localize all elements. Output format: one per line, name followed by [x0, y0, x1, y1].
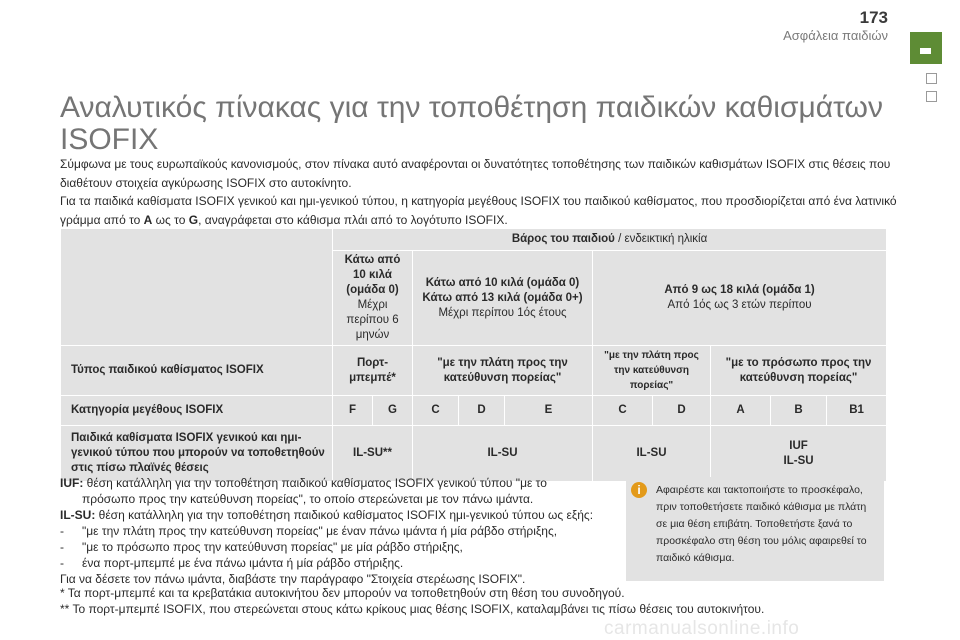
row-label-seats: Παιδικά καθίσματα ISOFIX γενικού και ημι-γενικού τύπου που μπορούν να τοποθετηθούν στις πίσω πλαϊνές θέσεις	[61, 426, 333, 482]
type-forward-facing: "με το πρόσωπο προς την κατεύθυνση πορείας"	[711, 346, 887, 396]
size-cell: F	[333, 396, 373, 426]
info-box	[626, 477, 884, 581]
row-label-type: Τύπος παιδικού καθίσματος ISOFIX	[61, 346, 333, 396]
blank-cell	[61, 229, 333, 346]
weight-header	[333, 229, 887, 251]
note-dash-item: - "με την πλάτη προς την κατεύθυνση πορείας" με έναν πάνω ιμάντα ή μία ράβδο στήριξης,	[60, 524, 558, 538]
seat-group-1-front	[711, 426, 887, 482]
seat-group-1-rear: IL-SU	[593, 426, 711, 482]
size-cell: E	[505, 396, 593, 426]
group-0-age: Μέχρι περίπου 6 μηνών	[346, 299, 399, 341]
page-title: Αναλυτικός πίνακας για την τοποθέτηση παιδικών καθισμάτων ISOFIX	[60, 91, 883, 156]
size-cell: C	[593, 396, 653, 426]
notes	[60, 475, 620, 587]
size-letter-a: A	[143, 212, 153, 227]
dash-item-text: "με το πρόσωπο προς την κατεύθυνση πορείας" με μία ράβδο στήριξης,	[82, 540, 463, 554]
note-iuf	[60, 475, 620, 491]
note-iuf-text: θέση κατάλληλη για την τοποθέτηση παιδικού καθίσματος ISOFIX γενικού τύπου "με το	[83, 476, 547, 490]
dash-item-text: "με την πλάτη προς την κατεύθυνση πορείας" με έναν πάνω ιμάντα ή μία ράβδο στήριξης,	[82, 524, 558, 538]
size-cell: D	[653, 396, 711, 426]
size-cell: D	[459, 396, 505, 426]
group-0-weight: Κάτω από 10 κιλά (ομάδα 0)	[344, 254, 401, 296]
section-title: Ασφάλεια παιδιών	[783, 28, 888, 43]
size-letter-g: G	[188, 212, 199, 227]
dash-item-text: ένα πορτ-μπεμπέ με ένα πάνω ιμάντα ή μία ράβδο στήριξης.	[82, 556, 404, 570]
note-dash-item: - "με το πρόσωπο προς την κατεύθυνση πορείας" με μία ράβδο στήριξης,	[60, 540, 463, 554]
intro-text	[60, 155, 900, 229]
note-strap: Για να δέσετε τον πάνω ιμάντα, διαβάστε την παράγραφο "Στοιχεία στερέωσης ISOFIX".	[60, 572, 526, 586]
intro-text-part: Για τα παιδικά καθίσματα ISOFIX γενικού και ημι-γενικού τύπου, η κατηγορία μεγέθους ISOFIX του παιδικού καθίσματος, που προσδιορίζεται από ένα λατινικό γράμμα από το	[60, 194, 897, 227]
size-cell: B1	[827, 396, 887, 426]
seat-group-0: IL-SU**	[333, 426, 413, 482]
note-ilsu	[60, 507, 620, 523]
group-1-age: Από 1ός ως 3 ετών περίπου	[667, 299, 812, 311]
watermark: carmanualsonline.info	[604, 618, 800, 639]
group-0plus-age: Μέχρι περίπου 1ός έτους	[438, 306, 567, 319]
nav-square-1	[926, 73, 937, 84]
footnote-1: * Τα πορτ-μπεμπέ και τα κρεβατάκια αυτοκινήτου δεν μπορούν να τοποθετηθούν στη θέση του συνοδηγού.	[60, 586, 625, 600]
info-icon: i	[631, 482, 647, 498]
page-number: 173	[859, 8, 888, 27]
group-0plus-header	[413, 251, 593, 346]
size-cell: C	[413, 396, 459, 426]
note-iuf-cont: πρόσωπο προς την κατεύθυνση πορείας", το οποίο στερεώνεται με τον πάνω ιμάντα.	[82, 492, 534, 506]
group-0plus-weight-1: Κάτω από 10 κιλά (ομάδα 0)	[425, 276, 580, 289]
weight-header-bold: Βάρος του παιδιού	[511, 233, 615, 245]
note-dash-item: - ένα πορτ-μπεμπέ με ένα πάνω ιμάντα ή μία ράβδο στήριξης.	[60, 556, 404, 570]
size-cell: B	[771, 396, 827, 426]
section-marker	[910, 32, 942, 64]
group-1-weight: Από 9 ως 18 κιλά (ομάδα 1)	[664, 284, 815, 296]
type-rear-facing-group1: "με την πλάτη προς την κατεύθυνση πορείας"	[593, 346, 711, 396]
intro-text-part: , αναγράφεται στο κάθισμα πλάι από το λογότυπο ISOFIX.	[198, 212, 508, 227]
seat-group-0plus: IL-SU	[413, 426, 593, 482]
seat-iuf: IUF	[789, 439, 808, 452]
size-cell: G	[373, 396, 413, 426]
footnote-2: ** Το πορτ-μπεμπέ ISOFIX, που στερεώνεται στους κάτω κρίκους μιας θέσης ISOFIX, καταλαμβάνει τις πίσω θέσεις του αυτοκινήτου.	[60, 602, 765, 616]
footnotes	[60, 585, 900, 617]
row-label-size: Κατηγορία μεγέθους ISOFIX	[61, 396, 333, 426]
group-0plus-weight-2: Κάτω από 13 κιλά (ομάδα 0+)	[422, 291, 583, 304]
note-iuf-label: IUF:	[60, 476, 84, 490]
isofix-table	[60, 228, 887, 482]
nav-square-2	[926, 91, 937, 102]
note-ilsu-label: IL-SU:	[60, 508, 96, 522]
type-porte-bebe: Πορτ-μπεμπέ*	[333, 346, 413, 396]
type-rear-facing: "με την πλάτη προς την κατεύθυνση πορείας"	[413, 346, 593, 396]
intro-paragraph-2	[60, 192, 900, 229]
group-1-header	[593, 251, 887, 346]
intro-paragraph-1: Σύμφωνα με τους ευρωπαϊκούς κανονισμούς, στον πίνακα αυτό αναφέρονται οι δυνατότητες τοποθέτησης των παιδικών καθισμάτων ISOFIX στις θέσεις που διαθέτουν στοιχεία αγκύρωσης ISOFIX στο αυτοκίνητο.	[60, 157, 891, 190]
weight-header-rest: / ενδεικτική ηλικία	[614, 233, 708, 245]
marker-bar-icon	[920, 48, 931, 54]
seat-ilsu: IL-SU	[783, 454, 814, 467]
intro-text-part: ως το	[152, 212, 189, 227]
size-cell: A	[711, 396, 771, 426]
note-ilsu-text: θέση κατάλληλη για την τοποθέτηση παιδικού καθίσματος ISOFIX ημι-γενικού τύπου ως εξής:	[95, 508, 594, 522]
info-text: Αφαιρέστε και τακτοποιήστε το προσκέφαλο, πριν τοποθετήσετε παιδικό κάθισμα με πλάτη σε μια θέση επιβάτη. Τοποθετήστε ξανά το προσκέφαλο στη θέση του μόλις αφαιρεθεί το παιδικό κάθισμα.	[656, 484, 867, 564]
group-0-header	[333, 251, 413, 346]
